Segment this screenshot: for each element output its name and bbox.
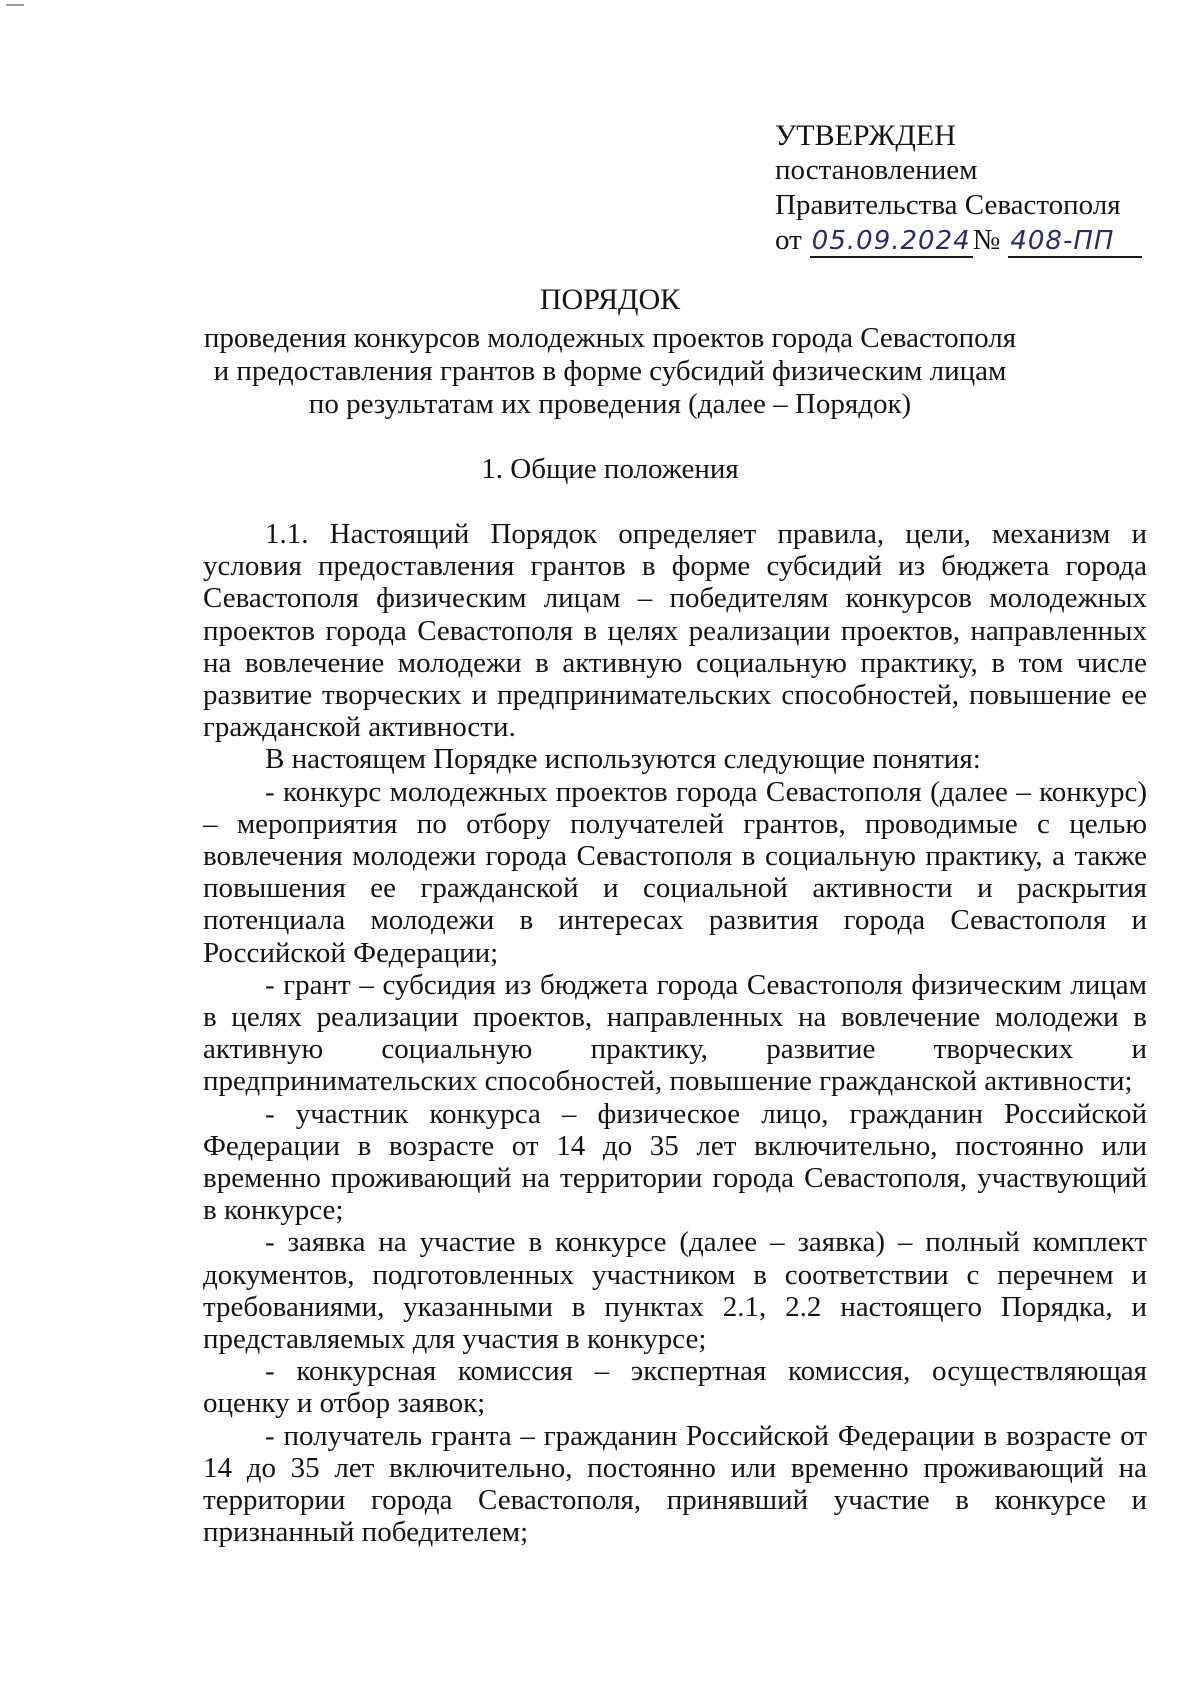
approval-line-government: Правительства Севастополя <box>775 189 1121 221</box>
paragraph: В настоящем Порядке используются следующие понятия: <box>265 743 981 776</box>
approval-stamp-block <box>775 118 1175 258</box>
subtitle-line: проведения конкурсов молодежных проектов города Севастополя <box>203 322 1017 354</box>
paragraph: - получатель гранта – гражданин Российской Федерации в возрасте от 14 до 35 лет включительно, постоянно или временно проживающий на территории города Севастополя, принявший участие в конкурсе и признанный победителем; <box>203 1419 1147 1549</box>
paragraph: - участник конкурса – физическое лицо, гражданин Российской Федерации в возрасте от 14 до 35 лет включительно, постоянно или временно проживающий на территории города Севастополя, участвующий в конкурсе; <box>203 1097 1147 1227</box>
paragraph: - конкурсная комиссия – экспертная комиссия, осуществляющая оценку и отбор заявок; <box>203 1355 1147 1420</box>
document-title-block <box>170 283 1050 421</box>
date-prefix: от <box>775 224 802 256</box>
approval-line-resolution: постановлением <box>775 154 978 186</box>
handwritten-date: 05.09.2024 <box>811 226 971 256</box>
section-heading: 1. Общие положения <box>481 453 739 485</box>
approval-title: УТВЕРЖДЕН <box>775 119 956 152</box>
paragraph: - заявка на участие в конкурсе (далее – заявка) – полный комплект документов, подготовленных участником в соответствии с перечнем и требованиями, указанными в пунктах 2.1, 2.2 настоящего Порядка, и представляемых для участия в конкурсе; <box>203 1226 1147 1356</box>
number-sign: № <box>972 224 1001 256</box>
paragraph: - конкурс молодежных проектов города Севастополя (далее – конкурс) – мероприятия по отбору получателей грантов, проводимые с целью вовлечения молодежи города Севастополя в социальную практику, а также повышения ее гражданской и социальной активности и раскрытия потенциала молодежи в интересах развития города Севастополя и Российской Федерации; <box>203 775 1147 969</box>
scan-artifact <box>6 4 24 6</box>
document-title: ПОРЯДОК <box>539 283 681 316</box>
handwritten-resolution-number: 408-ПП <box>1008 226 1142 258</box>
approval-date-number-line <box>775 223 1175 258</box>
document-body <box>203 518 1147 1549</box>
subtitle-line: и предоставления грантов в форме субсидий физическим лицам <box>213 355 1007 387</box>
paragraph: 1.1. Настоящий Порядок определяет правила, цели, механизм и условия предоставления грантов в форме субсидий из бюджета города Севастополя физическим лицам – победителям конкурсов молодежных проектов города Севастополя в целях реализации проектов, направленных на вовлечение молодежи в активную социальную практику, в том числе развитие творческих и предпринимательских способностей, повышение ее гражданской активности. <box>203 518 1147 744</box>
subtitle-line: по результатам их проведения (далее – Порядок) <box>308 388 912 420</box>
paragraph: - грант – субсидия из бюджета города Севастополя физическим лицам в целях реализации проектов, направленных на вовлечение молодежи в активную социальную практику, развитие творческих и предпринимательских способностей, повышение гражданской активности; <box>203 968 1147 1098</box>
